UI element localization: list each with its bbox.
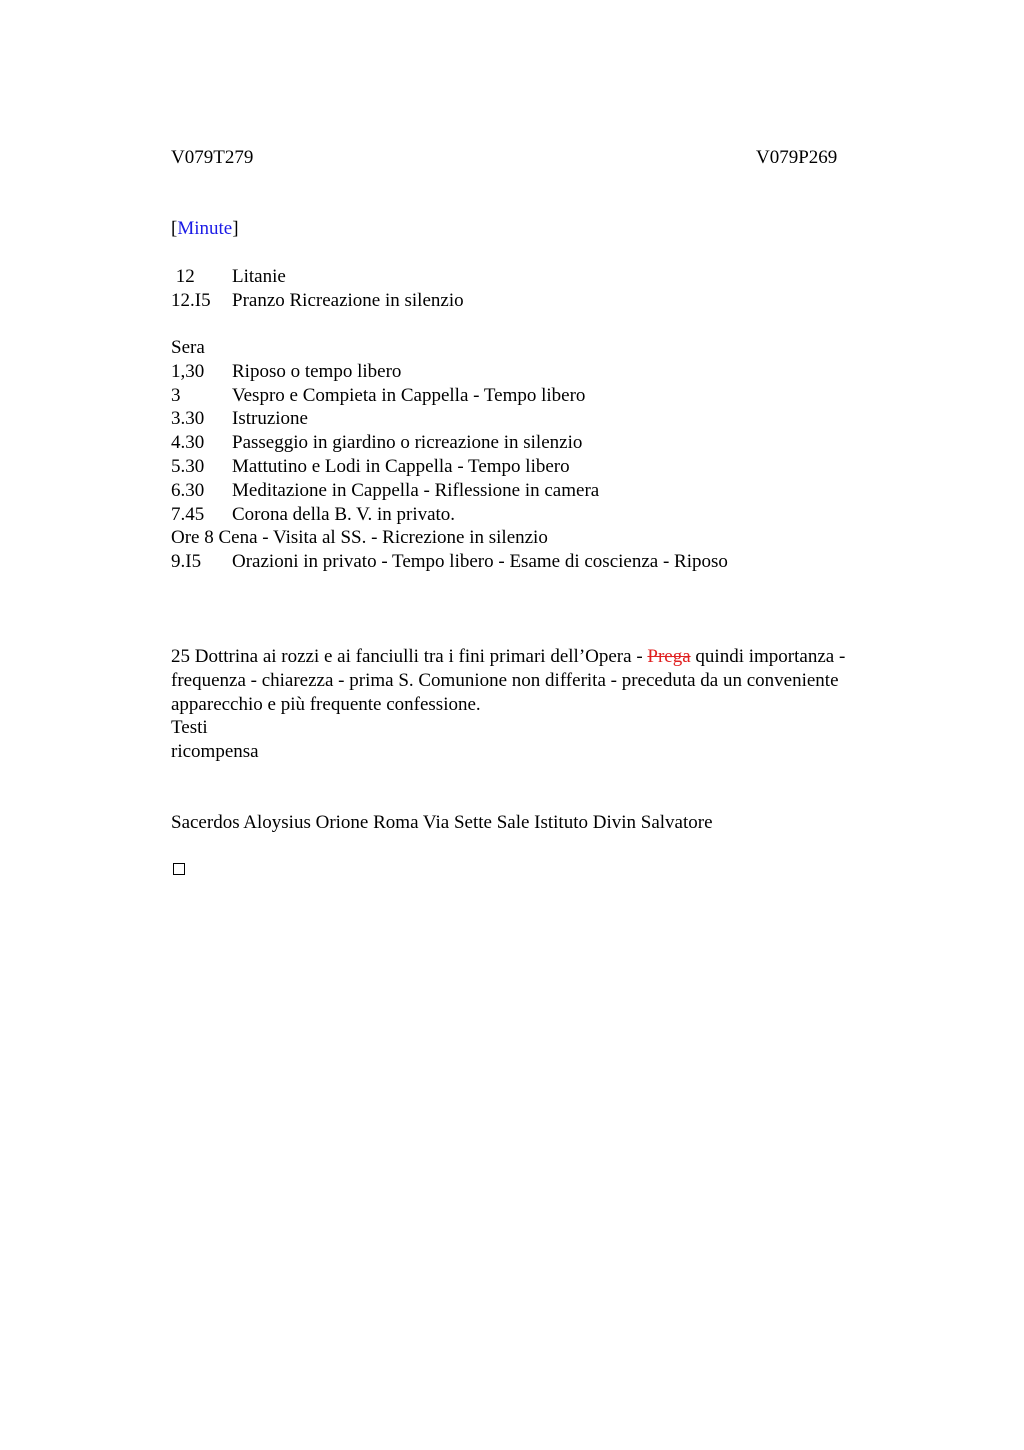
evening-heading: Sera xyxy=(171,337,205,358)
schedule-row xyxy=(171,455,728,479)
schedule-row xyxy=(171,265,464,289)
schedule-activity: Meditazione in Cappella - Riflessione in camera xyxy=(232,479,600,501)
schedule-time: 3.30 xyxy=(171,408,205,430)
minute-open-bracket: [ xyxy=(171,218,178,239)
schedule-time: 4.30 xyxy=(171,432,205,454)
schedule-row xyxy=(171,289,464,313)
schedule-row xyxy=(171,407,728,431)
signature-line: Sacerdos Aloysius Orione Roma Via Sette Sale Istituto Divin Salvatore xyxy=(171,812,713,833)
schedule-row xyxy=(171,384,728,408)
schedule-row xyxy=(171,550,728,574)
document-code-left: V079T279 xyxy=(171,147,254,168)
schedule-activity: Orazioni in privato - Tempo libero - Esame di coscienza - Riposo xyxy=(232,551,728,573)
schedule-time: 7.45 xyxy=(171,503,205,525)
schedule-time: 1,30 xyxy=(171,360,205,382)
schedule-activity: Corona della B. V. in privato. xyxy=(232,503,456,525)
schedule-activity: Vespro e Compieta in Cappella - Tempo libero xyxy=(232,384,586,406)
schedule-midday xyxy=(171,265,464,313)
schedule-activity: Istruzione xyxy=(232,408,308,430)
struck-word: Prega xyxy=(647,646,691,667)
schedule-activity: Riposo o tempo libero xyxy=(232,360,402,382)
paragraph-text-before: 25 Dottrina ai rozzi e ai fanciulli tra i fini primari dell’Opera - xyxy=(171,646,648,667)
schedule-activity: Pranzo Ricreazione in silenzio xyxy=(232,289,464,311)
schedule-time: 3 xyxy=(171,384,181,406)
schedule-time: 12.I5 xyxy=(171,289,211,311)
schedule-activity: Litanie xyxy=(232,266,286,287)
schedule-row xyxy=(171,431,728,455)
schedule-time: 6.30 xyxy=(171,479,205,501)
checkbox-square-icon xyxy=(173,863,185,875)
paragraph-text-after: quindi importanza - frequenza - chiarezza - prima S. Comunione non differita - preceduta da un conveniente apparecchio e più frequente confessione. xyxy=(171,646,846,715)
document-code-right: V079P269 xyxy=(756,147,838,168)
schedule-time: 9.I5 xyxy=(171,551,202,573)
schedule-activity: Mattutino e Lodi in Cappella - Tempo libero xyxy=(232,455,570,477)
schedule-evening xyxy=(171,336,728,574)
paragraph-line-ricompensa: ricompensa xyxy=(171,741,259,763)
schedule-row xyxy=(171,479,728,503)
schedule-time: 12 xyxy=(171,266,195,287)
schedule-row-ore8: Ore 8 Cena - Visita al SS. - Ricrezione in silenzio xyxy=(171,527,548,549)
minute-label xyxy=(171,217,239,241)
schedule-activity: Passeggio in giardino o ricreazione in silenzio xyxy=(232,432,583,454)
minute-link[interactable]: Minute xyxy=(177,218,233,239)
doctrine-paragraph xyxy=(171,645,916,764)
schedule-row xyxy=(171,360,728,384)
schedule-row xyxy=(171,503,728,527)
paragraph-line-testi: Testi xyxy=(171,717,208,739)
minute-close-bracket: ] xyxy=(232,218,239,239)
schedule-time: 5.30 xyxy=(171,455,205,477)
